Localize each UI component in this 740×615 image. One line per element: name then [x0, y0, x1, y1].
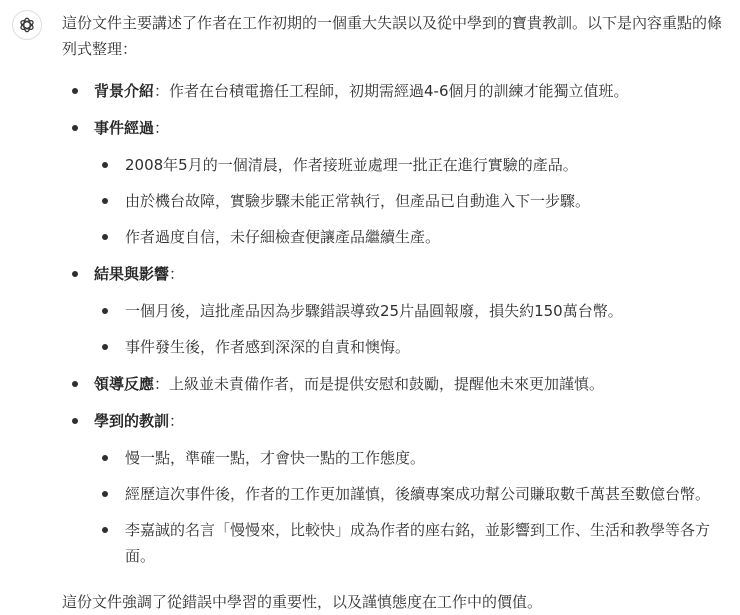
- sub-list-item: 慢一點，準確一點，才會快一點的工作態度。: [62, 445, 722, 471]
- list-item-event: [62, 115, 722, 250]
- intro-paragraph: 這份文件主要講述了作者在工作初期的一個重大失誤以及從中學到的寶貴教訓。以下是內容重點的條列式整理：: [62, 14, 723, 58]
- sub-list: [94, 298, 722, 360]
- sub-list-item: 2008年5月的一個清晨，作者接班並處理一批正在進行實驗的產品。: [94, 152, 722, 178]
- section-label: 學到的教訓: [94, 412, 170, 430]
- summary-list: [62, 78, 722, 569]
- closing-paragraph: 這份文件強調了從錯誤中學習的重要性，以及謹慎態度在工作中的價值。: [62, 593, 543, 611]
- section-text: ：: [154, 119, 170, 137]
- openai-logo-icon: [18, 16, 36, 34]
- section-text: ：作者在台積電擔任工程師，初期需經過4-6個月的訓練才能獨立值班。: [154, 82, 629, 100]
- list-item-leadership: [62, 371, 722, 397]
- sub-list-item: 作者過度自信，未仔細檢查便讓產品繼續生產。: [94, 224, 722, 250]
- sub-list: [62, 445, 722, 569]
- section-text: ：: [169, 265, 185, 283]
- sub-list-item: 由於機台故障，實驗步驟未能正常執行，但產品已自動進入下一步驟。: [94, 188, 722, 214]
- section-label: 背景介紹: [94, 82, 155, 100]
- sub-list: [94, 152, 722, 250]
- sub-list-item: 一個月後，這批產品因為步驟錯誤導致25片晶圓報廢，損失約150萬台幣。: [94, 298, 722, 324]
- section-label: 事件經過: [94, 119, 155, 137]
- section-label: 領導反應: [94, 375, 155, 393]
- section-text: ：: [169, 412, 185, 430]
- section-text: ：上級並未責備作者，而是提供安慰和鼓勵，提醒他未來更加謹慎。: [154, 375, 605, 393]
- section-label: 結果與影響: [94, 265, 170, 283]
- sub-list-item: 經歷這次事件後，作者的工作更加謹慎，後續專案成功幫公司賺取數千萬甚至數億台幣。: [62, 481, 722, 507]
- sub-list-item: 事件發生後，作者感到深深的自責和懊悔。: [94, 334, 722, 360]
- list-item-background: [62, 78, 722, 104]
- list-item-result: [62, 261, 722, 360]
- list-item-lessons: [62, 408, 722, 569]
- sub-list-item: 李嘉誠的名言「慢慢來，比較快」成為作者的座右銘，並影響到工作、生活和教學等各方面。: [62, 517, 722, 569]
- message-content: [62, 10, 722, 615]
- assistant-avatar: [12, 10, 42, 40]
